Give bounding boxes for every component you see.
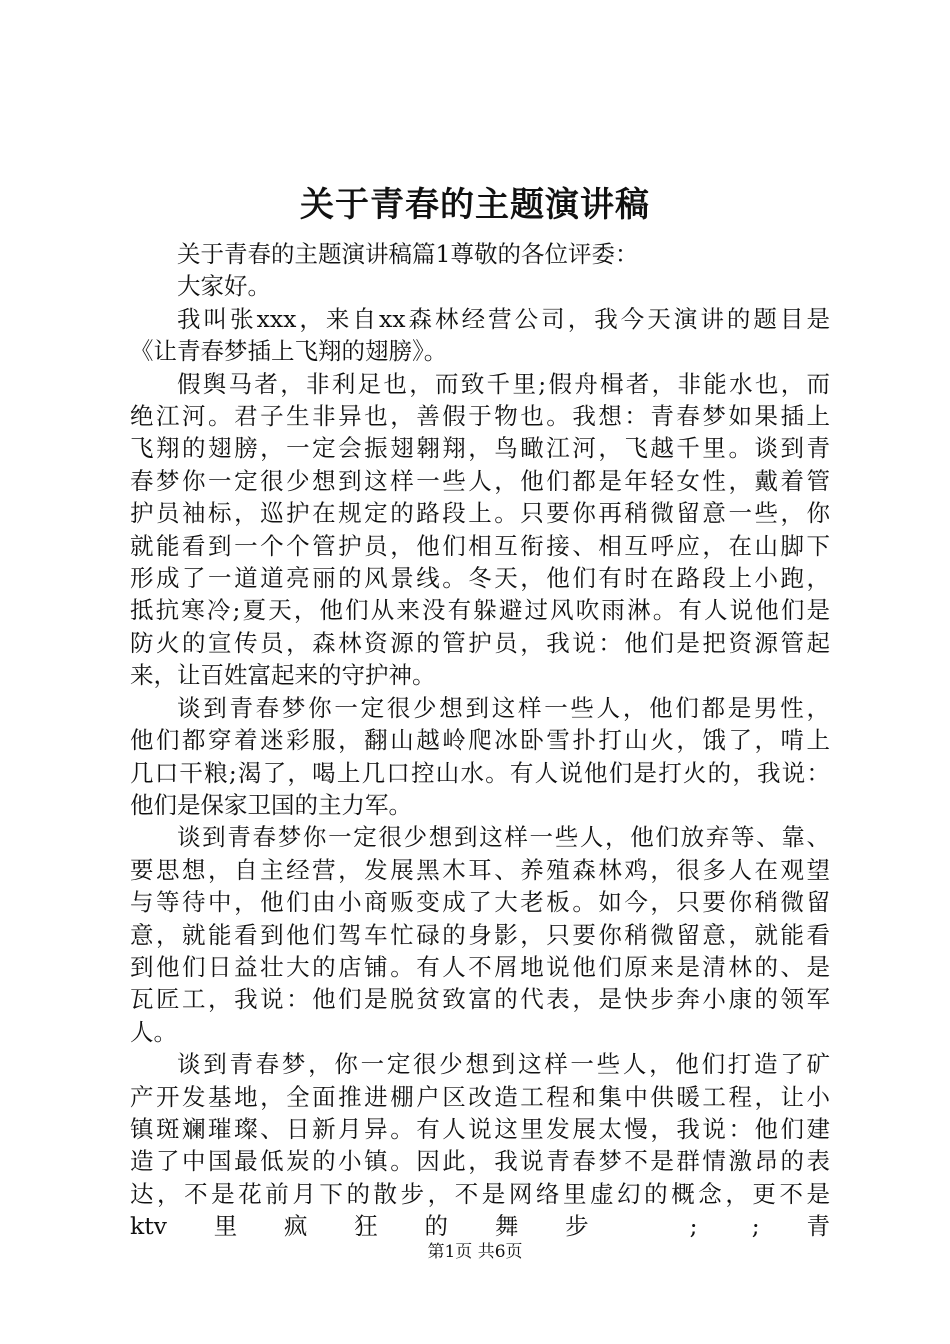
body-line: 瓦匠工，我说：他们是脱贫致富的代表，是快步奔小康的领军 xyxy=(130,985,830,1014)
body-line: 春梦你一定很少想到这样一些人，他们都是年轻女性，戴着管 xyxy=(130,466,830,495)
document-title: 关于青春的主题演讲稿 xyxy=(300,185,650,225)
body-line: 几口干粮;渴了，喝上几口控山水。有人说他们是打火的，我说： xyxy=(130,758,830,787)
body-line: 抵抗寒冷;夏天，他们从来没有躲避过风吹雨淋。有人说他们是 xyxy=(130,596,830,625)
body-line: 我叫张xxx，来自xx森林经营公司，我今天演讲的题目是 xyxy=(177,304,830,333)
body-line: 就能看到一个个管护员，他们相互衔接、相互呼应，在山脚下 xyxy=(130,531,830,560)
document-body xyxy=(130,238,830,1243)
body-line: 《让青春梦插上飞翔的翅膀》。 xyxy=(130,337,448,366)
body-line: 他们是保家卫国的主力军。 xyxy=(130,790,412,819)
body-line: 防火的宣传员，森林资源的管护员，我说：他们是把资源管起 xyxy=(130,628,830,657)
body-line: 假舆马者，非利足也，而致千里;假舟楫者，非能水也，而 xyxy=(177,369,830,398)
body-line: 达，不是花前月下的散步，不是网络里虚幻的概念，更不是 xyxy=(130,1179,830,1208)
body-line: 大家好。 xyxy=(177,272,271,301)
body-line: 到他们日益壮大的店铺。有人不屑地说他们原来是清林的、是 xyxy=(130,952,830,981)
page-footer: 第1页 共6页 xyxy=(427,1242,523,1262)
body-line: 谈到青春梦，你一定很少想到这样一些人，他们打造了矿 xyxy=(177,1050,830,1079)
body-line: 产开发基地，全面推进棚户区改造工程和集中供暖工程，让小 xyxy=(130,1082,830,1111)
body-line: 镇斑斓璀璨、日新月异。有人说这里发展太慢，我说：他们建 xyxy=(130,1114,830,1143)
body-line: 与等待中，他们由小商贩变成了大老板。如今，只要你稍微留 xyxy=(130,888,830,917)
body-line: 造了中国最低炭的小镇。因此，我说青春梦不是群情激昂的表 xyxy=(130,1147,830,1176)
body-line: 要思想，自主经营，发展黑木耳、养殖森林鸡，很多人在观望 xyxy=(130,855,830,884)
body-line: 他们都穿着迷彩服，翻山越岭爬冰卧雪扑打山火，饿了，啃上 xyxy=(130,726,830,755)
body-line: 谈到青春梦你一定很少想到这样一些人，他们放弃等、靠、 xyxy=(177,823,830,852)
body-line: 绝江河。君子生非异也，善假于物也。我想：青春梦如果插上 xyxy=(130,402,830,431)
body-line: 飞翔的翅膀，一定会振翅翱翔，鸟瞰江河，飞越千里。谈到青 xyxy=(130,434,830,463)
body-line: ktv里疯狂的舞步 ; ;青 xyxy=(130,1212,830,1241)
body-line: 形成了一道道亮丽的风景线。冬天，他们有时在路段上小跑， xyxy=(130,564,830,593)
body-line: 意，就能看到他们驾车忙碌的身影，只要你稍微留意，就能看 xyxy=(130,920,830,949)
body-line: 关于青春的主题演讲稿篇1尊敬的各位评委： xyxy=(177,240,639,268)
body-line: 护员袖标，巡护在规定的路段上。只要你再稍微留意一些，你 xyxy=(130,499,830,528)
body-line: 谈到青春梦你一定很少想到这样一些人，他们都是男性， xyxy=(177,693,830,722)
body-line: 人。 xyxy=(130,1017,177,1046)
body-line: 来，让百姓富起来的守护神。 xyxy=(130,661,436,690)
